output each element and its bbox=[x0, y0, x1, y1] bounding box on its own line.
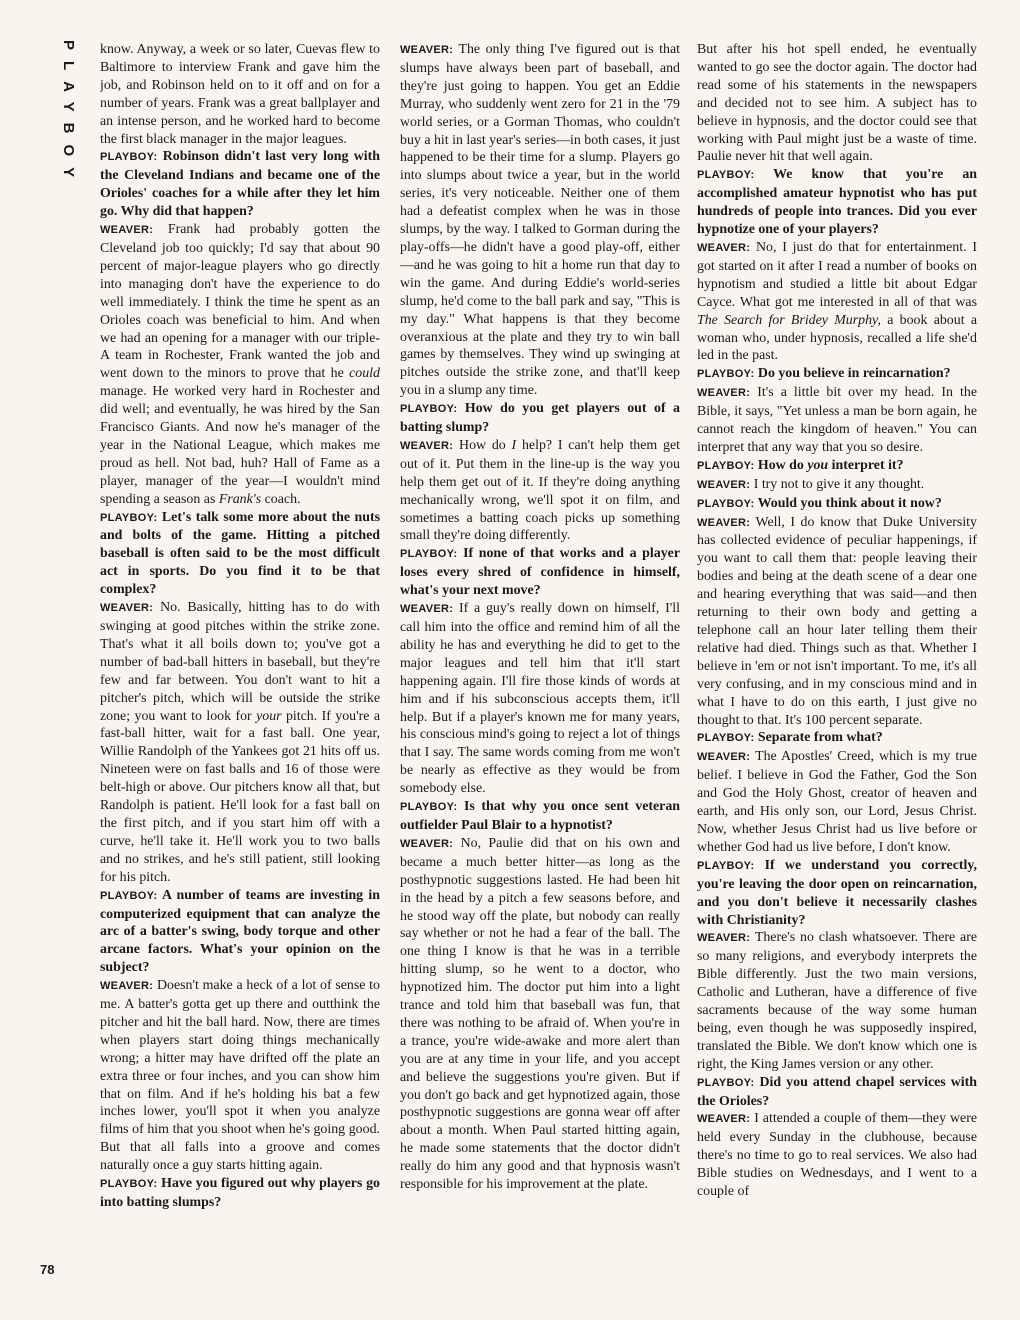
speaker-label: PLAYBOY: bbox=[697, 732, 755, 745]
speaker-label: WEAVER: bbox=[697, 751, 751, 764]
paragraph-text: We know that you're an accomplished amateur hypnotist who has put hundreds of people into trances. Did you ever hypnotize one of your players? bbox=[697, 167, 977, 238]
paragraph-text: If none of that works and a player loses every shred of confidence in himself, what's your next move? bbox=[400, 546, 680, 599]
masthead bbox=[57, 40, 79, 190]
page-number: 78 bbox=[40, 1262, 55, 1277]
speaker-label: PLAYBOY: bbox=[697, 169, 755, 182]
paragraph-text: How do bbox=[757, 457, 808, 473]
interviewee-answer bbox=[697, 929, 977, 1073]
interviewer-question bbox=[100, 887, 380, 978]
speaker-label: PLAYBOY: bbox=[100, 889, 158, 902]
paragraph-text: If a guy's really down on himself, I'll call him into the office and remind him of all the ability he has and everything he did to get to the major leagues and tell him that it'll start happening again. I'll fire those kinds of words at him and if his subconscious accepts them, it'll help. But if a player's known me for many years, his conscious mind's going to reject a lot of things that I say. The same words coming from me won't be nearly as effective as they would be from somebody else. bbox=[400, 601, 680, 797]
paragraph-text: No, I just do that for entertainment. I got started on it after I read a number of books on hypnotism and studied a little bit about Edgar Cayce. What got me interested in all of that was bbox=[697, 239, 977, 310]
text-column-2 bbox=[400, 41, 680, 1286]
interviewee-answer bbox=[100, 977, 380, 1175]
speaker-label: WEAVER: bbox=[400, 837, 454, 850]
paragraph-text: The Apostles' Creed, which is my true belief. I believe in God the Father, God the Son and God the Holy Ghost, creator of heaven and earth, and His only son, our Lord, Jesus Christ. Now, whether Jesus Christ had us live before or whether God had us live before, I don't know. bbox=[697, 749, 977, 855]
paragraph-text: Have you figured out why players go into batting slumps? bbox=[100, 1176, 380, 1210]
italic-text: you bbox=[807, 457, 829, 473]
interviewer-question bbox=[697, 365, 977, 384]
interviewer-question bbox=[697, 1074, 977, 1111]
interviewee-answer bbox=[697, 384, 977, 457]
interviewee-answer bbox=[100, 221, 380, 509]
speaker-label: WEAVER: bbox=[697, 387, 751, 400]
interviewee-answer bbox=[100, 599, 380, 887]
italic-text: I bbox=[511, 437, 517, 453]
speaker-label: WEAVER: bbox=[100, 980, 154, 993]
paragraph-text: Do you believe in reincarnation? bbox=[757, 366, 951, 382]
interviewee-answer bbox=[400, 437, 680, 545]
speaker-label: PLAYBOY: bbox=[400, 801, 458, 814]
text-column-3 bbox=[697, 41, 977, 1286]
interviewer-question bbox=[697, 729, 977, 748]
interviewer-question bbox=[400, 400, 680, 437]
interviewer-question bbox=[100, 509, 380, 600]
speaker-label: PLAYBOY: bbox=[697, 859, 755, 872]
paragraph-text: Doesn't make a heck of a lot of sense to me. A batter's gotta get up there and outthink the pitcher and hit the ball hard. Now, there are times when players start doing things mechanically wrong; a hitter may have drifted off the plate an extra three or four inches, and you can show him that on film. And if he's holding his bat a few inches lower, you'll spot it when you analyze films of him that you shoot when he's going good. But that all falls into a groove and comes naturally once a guy starts hitting again. bbox=[100, 978, 380, 1174]
paragraph-text: If we understand you correctly, you're leaving the door open on reincarnation, and you don't believe it necessarily clashes with Christianity? bbox=[697, 857, 977, 928]
paragraph-text: Let's talk some more about the nuts and bolts of the game. Hitting a pitched baseball is often said to be the most difficult act in sports. Do you find it to be that complex? bbox=[100, 509, 380, 598]
speaker-label: WEAVER: bbox=[400, 439, 454, 452]
continued-paragraph bbox=[697, 41, 977, 166]
continued-paragraph bbox=[100, 41, 380, 148]
speaker-label: PLAYBOY: bbox=[400, 403, 458, 416]
paragraph-text: The only thing I've figured out is that slumps have always been part of baseball, and they're just going to happen. You get an Eddie Murray, who suddenly went zero for 21 in the '79 world series, or a Gorman Thomas, who couldn't buy a hit in last year's series—in both cases, it just happened to be their time for a slump. Players go into slumps about twice a year, but in the world series, it's very noticeable. Neither one of them had a defeatist complex when he was in those slumps, by the way. I talked to Gorman during the play-offs—he didn't have a good play-off, either—and he was going to hit a home run that day to win the game. And during Eddie's world-series slump, he'd come to the ball park and say, "This is my day." What happens is that they become overanxious at the plate and they try to win ball games by themselves. They wind up swinging at pitches outside the strike zone, and that'll keep you in a slump any time. bbox=[400, 42, 680, 399]
interviewee-answer bbox=[400, 41, 680, 400]
italic-text: your bbox=[256, 708, 282, 724]
interviewee-answer bbox=[697, 239, 977, 365]
speaker-label: WEAVER: bbox=[100, 224, 154, 237]
speaker-label: PLAYBOY: bbox=[100, 1178, 158, 1191]
speaker-label: PLAYBOY: bbox=[697, 497, 755, 510]
paragraph-text: No. Basically, hitting has to do with swinging at good pitches within the strike zone. That's what it all boils down to; you've got a number of bad-ball hitters in baseball, but they're few and far between. You don't want to hit a pitcher's pitch, which will be outside the strike zone; you want to look for bbox=[100, 600, 380, 724]
paragraph-text: How do you get players out of a batting slump? bbox=[400, 401, 680, 436]
paragraph-text: It's a little bit over my head. In the Bible, it says, "Yet unless a man be born again, he cannot reach the kingdom of heaven." You can interpret that any way that you so desire. bbox=[697, 385, 977, 455]
interviewer-question bbox=[100, 1175, 380, 1212]
speaker-label: WEAVER: bbox=[400, 603, 454, 616]
paragraph-text: A number of teams are investing in computerized equipment that can analyze the arc of a batter's swing, body torque and other arcane factors. What's your opinion on the subject? bbox=[100, 887, 380, 976]
paragraph-text: interpret it? bbox=[828, 457, 904, 473]
speaker-label: PLAYBOY: bbox=[697, 459, 755, 472]
interviewee-answer bbox=[697, 476, 977, 495]
speaker-label: PLAYBOY: bbox=[697, 368, 755, 381]
speaker-label: PLAYBOY: bbox=[100, 511, 158, 524]
paragraph-text: a book about a woman who, under hypnosis, recalled a life she'd led in the past. bbox=[697, 312, 977, 364]
paragraph-text: I attended a couple of them—they were held every Sunday in the clubhouse, because there's no time to go to real services. We also had Bible studies on Wednesdays, and I went to a couple of bbox=[697, 1111, 977, 1200]
paragraph-text: pitch. If you're a fast-ball hitter, wait for a fast ball. One year, Willie Randolph of the Yankees got 21 hits off us. Nineteen were on fast balls and 16 of those were belt-high or above. Our pitchers know all that, but Randolph is patient. He'll look for a fast ball on the first pitch, and if you start him off with a curve, he'll take it. He'll work you to two balls and no strikes, and he's still patient, still looking for his pitch. bbox=[100, 708, 380, 885]
speaker-label: WEAVER: bbox=[400, 44, 454, 56]
speaker-label: PLAYBOY: bbox=[400, 548, 458, 561]
paragraph-text: Separate from what? bbox=[757, 730, 883, 746]
paragraph-text: I try not to give it any thought. bbox=[753, 476, 925, 492]
paragraph-text: manage. He worked very hard in Rochester and did well; and eventually, he was hired by the San Francisco Giants. And now he's manager of the year in the National League, which makes me proud as hell. Not bad, huh? Hall of Fame as a player, manager of the year—I wouldn't mind spending a season as bbox=[100, 384, 380, 507]
paragraph-text: Frank had probably gotten the Cleveland job too quickly; I'd say that about 90 percent of major-league players who go directly into managing don't have the experience to do well immediately. I think the time he spent as an Orioles coach was beneficial to him. And when we had an opening for a manager with our triple-A team in Rochester, Frank wanted the job and went down to the minors to prove that he bbox=[100, 222, 380, 382]
speaker-label: PLAYBOY: bbox=[697, 1076, 755, 1089]
interviewer-question bbox=[100, 148, 380, 221]
interviewee-answer bbox=[400, 835, 680, 1194]
interviewer-question bbox=[697, 457, 977, 476]
paragraph-text: Would you think about it now? bbox=[757, 495, 942, 511]
paragraph-text: coach. bbox=[261, 491, 301, 507]
paragraph-text: Well, I do know that Duke University has collected evidence of peculiar happenings, if you want to call them that: people leaving their bodies and being at the death scene of a dear one and hearing everything that was said—and then returning to their own body and getting a telephone call an hour later telling them their relative had died. Things such as that. Whether I believe in 'em or not isn't important. To me, it's all very confusing, and in my conscious mind and in what I have to do on this earth, I just give no thought to that. It's 100 percent separate. bbox=[697, 514, 977, 728]
italic-text: Frank's bbox=[218, 491, 262, 507]
speaker-label: WEAVER: bbox=[697, 241, 751, 254]
interviewer-question bbox=[400, 798, 680, 835]
paragraph-text: But after his hot spell ended, he eventually wanted to go see the doctor again. The doctor had read some of his statements in the newspapers and decided not to see him. A subject has to believe in hypnosis, and the doctor could see that working with Paul might just be a waste of time. Paulie never hit that well again. bbox=[697, 42, 977, 165]
paragraph-text: How do bbox=[459, 437, 512, 453]
interviewer-question bbox=[697, 166, 977, 239]
paragraph-text: Did you attend chapel services with the Orioles? bbox=[697, 1074, 977, 1109]
paragraph-text: help? I can't help them get out of it. Put them in the line-up is the way you help them get out of it. If they're doing anything mechanically wrong, we'll spot it on film, and sometimes a batting coach picks up something small they're doing differently. bbox=[400, 437, 680, 544]
speaker-label: WEAVER: bbox=[697, 516, 751, 529]
italic-text: could bbox=[349, 366, 380, 382]
interviewee-answer bbox=[697, 514, 977, 730]
interviewee-answer bbox=[697, 748, 977, 856]
speaker-label: WEAVER: bbox=[697, 932, 751, 945]
interviewee-answer bbox=[697, 1110, 977, 1201]
paragraph-text: Is that why you once sent veteran outfielder Paul Blair to a hypnotist? bbox=[400, 799, 680, 833]
italic-text: The Search for Bridey Murphy, bbox=[697, 312, 881, 328]
interviewee-answer bbox=[400, 600, 680, 798]
paragraph-text: know. Anyway, a week or so later, Cuevas flew to Baltimore to interview Frank and gave him the job, and Robinson held on to it off and on for a number of years. Frank was a great ballplayer and an intense person, and he worked hard to become the first black manager in the major leagues. bbox=[100, 42, 380, 147]
speaker-label: WEAVER: bbox=[697, 1113, 751, 1126]
paragraph-text: Robinson didn't last very long with the Cleveland Indians and became one of the Orioles' coaches for a while after they let him go. Why did that happen? bbox=[100, 149, 380, 220]
speaker-label: WEAVER: bbox=[697, 478, 751, 491]
speaker-label: WEAVER: bbox=[100, 602, 154, 615]
masthead-text: PLAYBOY bbox=[60, 40, 77, 189]
speaker-label: PLAYBOY: bbox=[100, 151, 158, 164]
interviewer-question bbox=[697, 857, 977, 930]
paragraph-text: No, Paulie did that on his own and became a much better hitter—as long as the posthypnotic suggestions lasted. He had been hit in the head by a pitch a few seasons before, and he stood way off the plate, but nobody can really say whether or not he had a fear of the ball. The one thing I know is that he was in a terrible hitting slump, so he went to a doctor, who hypnotized him. The doctor put him into a light trance and told him that baseball was fun, that there was nothing to be afraid of. When you're in a trance, you're wide-awake and more alert than you are at any time in your life, and you accept and believe the suggestions you're given. But if you don't go back and get hypnotized again, those posthypnotic suggestions are gonna wear off after about a month. When Paul started hitting again, he made some statements that the doctor didn't really do him any good and that hypnosis wasn't responsible for his improvement at the plate. bbox=[400, 835, 680, 1193]
interviewer-question bbox=[697, 495, 977, 514]
text-column-1 bbox=[100, 41, 380, 1286]
paragraph-text: There's no clash whatsoever. There are so many religions, and everybody interprets the Bible differently. Just the two main versions, Catholic and Lutheran, have a difference of five sacraments because of the way some human being, even though he was supposedly inspired, translated the Bible. We don't know which one is right, the King James version or any other. bbox=[697, 930, 977, 1072]
interviewer-question bbox=[400, 545, 680, 600]
